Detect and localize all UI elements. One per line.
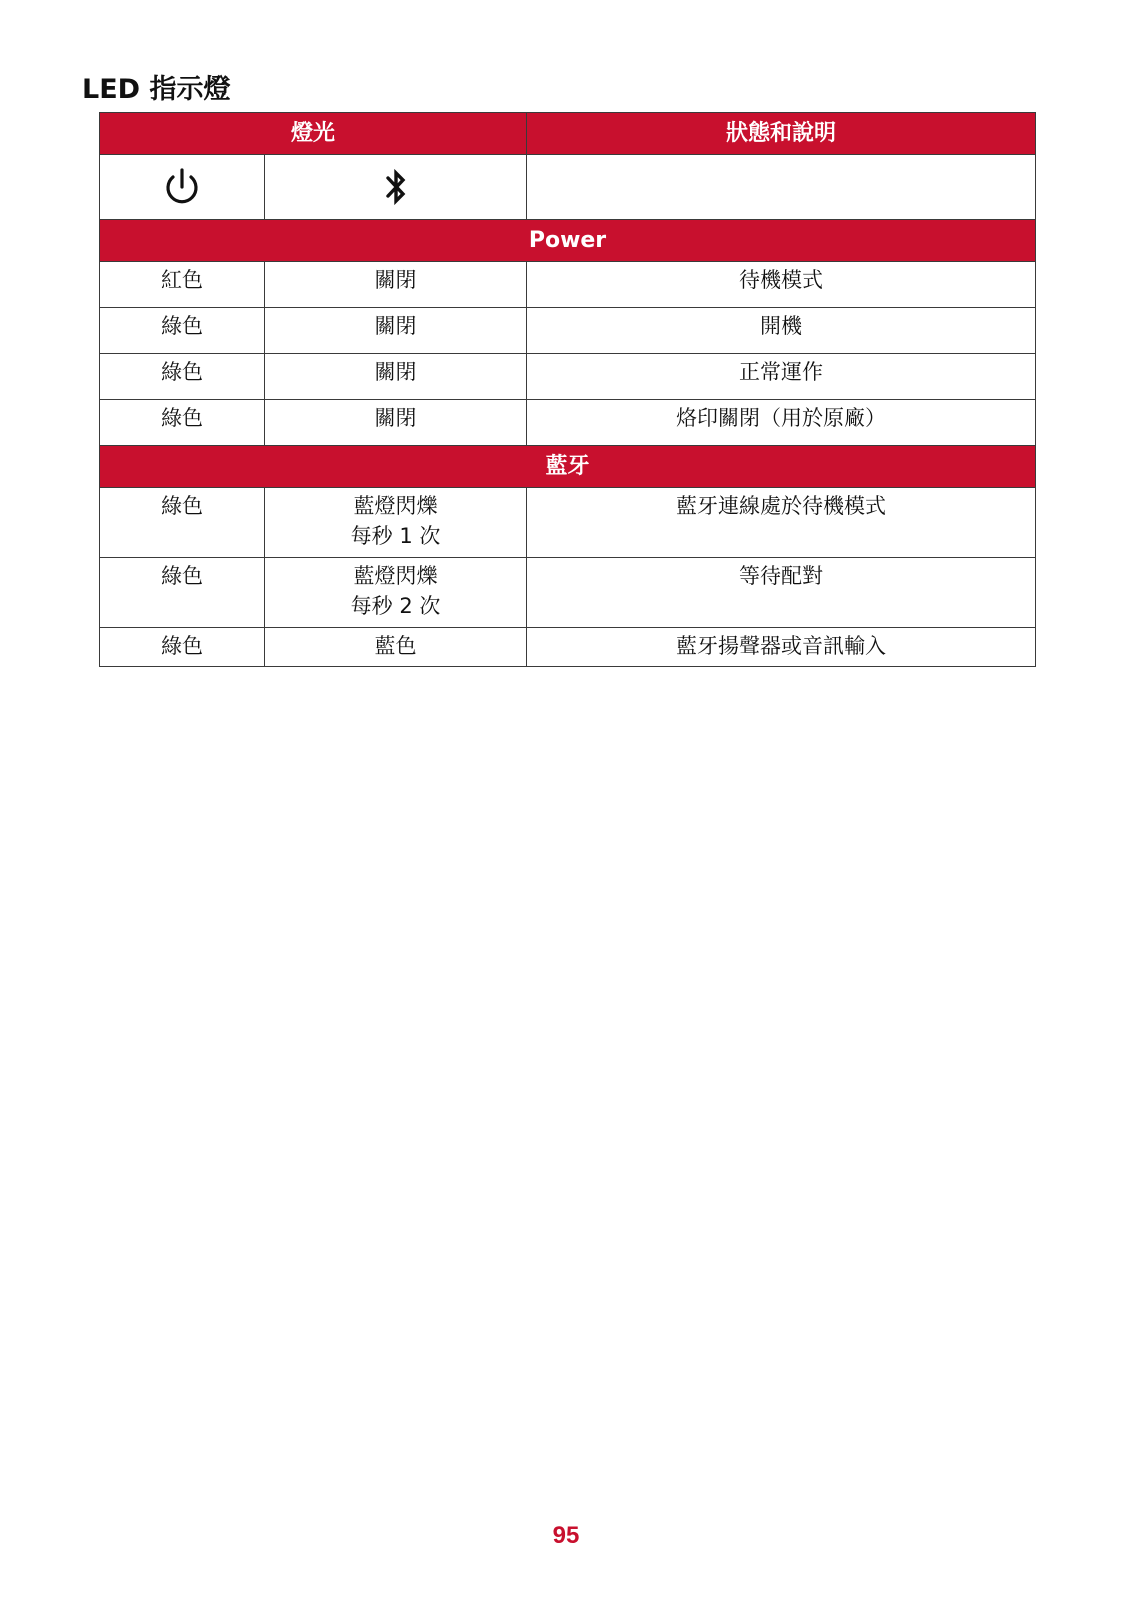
header-light: 燈光 — [100, 113, 527, 155]
bt-led-cell: 關閉 — [265, 308, 527, 354]
bluetooth-icon-cell — [265, 155, 527, 220]
table-row — [100, 354, 1036, 400]
table-row — [100, 558, 1036, 628]
table-header-row — [100, 113, 1036, 155]
page-title: LED 指示燈 — [82, 74, 231, 105]
section-title: Power — [100, 220, 1036, 262]
table-row — [100, 488, 1036, 558]
led-color-cell: 綠色 — [100, 558, 265, 628]
status-cell: 正常運作 — [527, 354, 1036, 400]
bt-led-cell: 關閉 — [265, 354, 527, 400]
section-title: 藍牙 — [100, 446, 1036, 488]
bt-led-cell — [265, 558, 527, 628]
status-cell: 藍牙揚聲器或音訊輸入 — [527, 628, 1036, 667]
status-cell: 烙印關閉（用於原廠） — [527, 400, 1036, 446]
led-color-cell: 綠色 — [100, 308, 265, 354]
table-row — [100, 262, 1036, 308]
bt-led-cell: 藍色 — [265, 628, 527, 667]
bt-led-line: 藍燈閃爍 — [353, 564, 438, 588]
led-color-cell: 綠色 — [100, 488, 265, 558]
icon-row — [100, 155, 1036, 220]
status-cell: 開機 — [527, 308, 1036, 354]
led-indicator-table — [99, 112, 1036, 667]
table-row — [100, 400, 1036, 446]
bt-led-cell: 關閉 — [265, 262, 527, 308]
led-color-cell: 綠色 — [100, 354, 265, 400]
page-number: 95 — [552, 1522, 580, 1549]
led-color-cell: 紅色 — [100, 262, 265, 308]
table-row — [100, 628, 1036, 667]
icon-empty-cell — [527, 155, 1036, 220]
header-status: 狀態和說明 — [527, 113, 1036, 155]
led-color-cell: 綠色 — [100, 400, 265, 446]
bt-led-line: 每秒 1 次 — [350, 524, 441, 548]
status-cell: 待機模式 — [527, 262, 1036, 308]
bt-led-cell: 關閉 — [265, 400, 527, 446]
section-row-bluetooth — [100, 446, 1036, 488]
status-cell: 等待配對 — [527, 558, 1036, 628]
bluetooth-icon — [381, 165, 411, 209]
bt-led-cell — [265, 488, 527, 558]
power-icon-cell — [100, 155, 265, 220]
status-cell: 藍牙連線處於待機模式 — [527, 488, 1036, 558]
bt-led-line: 每秒 2 次 — [350, 594, 441, 618]
bt-led-line: 藍燈閃爍 — [353, 494, 438, 518]
section-row-power — [100, 220, 1036, 262]
led-color-cell: 綠色 — [100, 628, 265, 667]
power-icon — [162, 165, 202, 209]
table-row — [100, 308, 1036, 354]
